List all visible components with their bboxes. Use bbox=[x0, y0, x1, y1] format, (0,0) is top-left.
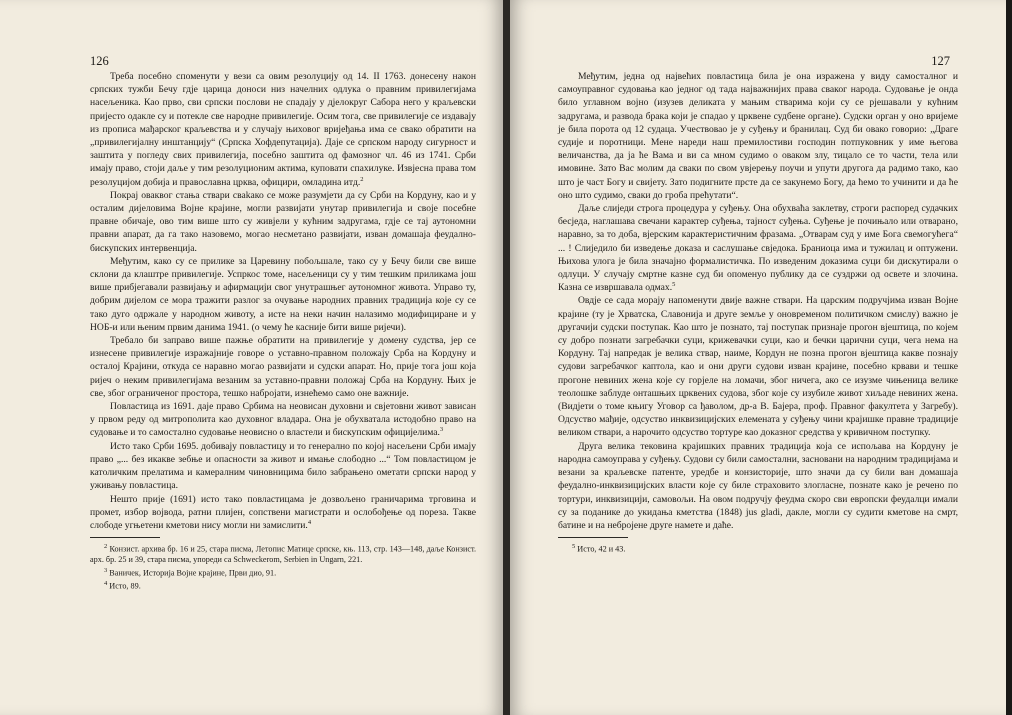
footnote-ref: 2 bbox=[360, 175, 364, 183]
paragraph-text: Нешто прије (1691) исто тако повластицама је дозвољено граничарима трговина и промет, избор војвода, ратни плијен, сопствени магистрати и ослобођење од пореза. Такве слободе угњетени кметови нису могли ни замислити. bbox=[90, 493, 476, 531]
paragraph: Исто тако Срби 1695. добивају повластицу и то генерално по којој насељени Срби имају право „... без икакве зебње и опасности за живот и имање слободно ...“ Том повластицом је католичким прелатима и камералним чиновницима било забрањено ометати српски народ у уживању повластица. bbox=[90, 440, 476, 492]
footnote: $^4$ Исто, 89. bbox=[104, 580, 141, 592]
footnote-divider bbox=[90, 537, 160, 538]
paragraph bbox=[90, 400, 476, 440]
paragraph: Овдје се сада морају напоменути двије важне ствари. На царским подручјима изван Војне крајине (ту је Хрватска, Славонија и друге земље у оновременом политичком смислу) важно је другачији судски поступак. Као што је познато, тај поступак признаје прогон вјештица, по којем су добро познати загребачки суци, крижевачки суци, као и бечки царични суци, чега нема на Кордуну. Тај напредак је велика ствар, наиме, Кордун не позна прогон вјештица какве познају судови загребачког каптола, као и они други судови изван крајине, посебно крвави и тешке прогоне невиних жена које су горјеле на ломачи, због ничега, ако се изузме чињеница велике теолошке заблуде онташњих црквених судова, због које су изубиле живот хиљаде невиних жена. (Видјети о томе књигу Уговор са ђаволом, др-а В. Бајера, проф. Правног факултета у Загребу). Одсуство мађије, одсуство инквизицијских елемената у суђењу чини крајишке правне традиције великом ствари, а нарочито одсуство тортуре као доказног средства у кривичном поступку. bbox=[558, 295, 958, 439]
footnote-ref: 4 bbox=[307, 518, 312, 526]
paragraph-text: Повластица из 1691. даје право Србима на неовисан духовни и свјетовни живот зависан у првом реду од митрополита као духовног владара. Она је обухватала истодобно право на судовање и то самостално судовање неовисно о властели и бискупским официјелима. bbox=[90, 401, 476, 439]
paragraph-text: Треба посебно споменути у вези са овим резолуцију од 14. II 1763. донесену након српских тужби Бечу гдје царица доноси низ начелних одлука о правним привилегијама насељеника. Као прво, сви српски послови не спадају у дјелокруг Сабора него у краљевски пријесто одакле су и потекле све народне привилегије. Осим тога, све привилегије се издавају из прописа мађарског краљевства и у случају њиховог вријеђања има се свако обратити на „привилегијалну инштанцију“ (Српска Хофдепутација). Даје се српском народу сигурност и заштита у погледу свих привилегија, посебно заштита од фамозног чл. 46 из 1741. Срби имају право, стоји даље у тим резолуционим актима, куповати спахилуке. Извјесна права том резолуцијом добија и православна црква, официри, омладина итд. bbox=[90, 71, 476, 188]
footnote: $^2$ Конзист. архива бр. 16 и 25, стара писма, Летопис Матице српске, књ. 113, стр. 143—148, даље Конзист. арх. бр. 25 и 39, стара писма, упореди са Schweckerom, Serbien in Ungarn, 221. bbox=[90, 543, 477, 565]
footnote: $^3$ Ваничек, Историја Војне крајине, Први дио, 91. bbox=[104, 567, 277, 578]
footnote-text: Ваничек, Историја Војне крајине, Први дио, 91. bbox=[109, 568, 277, 578]
paragraph bbox=[90, 493, 476, 533]
footnote-text: Исто, 42 и 43. bbox=[577, 544, 626, 554]
paragraph bbox=[558, 202, 958, 294]
footnote-text: Исто, 89. bbox=[109, 582, 141, 592]
paragraph: Требало би заправо више пажње обратити на привилегије у домену судства, јер се изнесене привилегије изражајније говоре о уставно-правном положају Срба на Кордуну и осталој Крајини, откуда се наравно могао развијати и судски апарат. Но, прије тога још која ријеч о неким привилегијама везаним за уставно-правни положај Срба на Кордуну. Њих је све, због ограниченог простора, тешко набројати, изнећемо само оне важније. bbox=[90, 335, 476, 399]
left-page-body bbox=[90, 70, 476, 593]
footnote-ref: 5 bbox=[672, 281, 676, 289]
footnote-ref: 3 bbox=[439, 426, 444, 434]
paragraph: Друга велика тековина крајишких правних традиција која се испољава на Кордуну је народна самоуправа у суђењу. Судови су били самостални, засновани на народним традицијама и везани за краљевске патенте, уредбе и конзисторије, што значи да су били ван домашаја феудално-инквизицијских власти које су биле страховито злогласне, познате како је речено по тортури, инквизицији, самовољи. На овом подручју феудма скоро сви европски феудалци имали су за поданике до укидања кметства (1848) jus gladi, дакле, могли су судити кметове на смрт, батине и на небројене друге намете и даће. bbox=[558, 440, 958, 531]
right-page-body bbox=[558, 70, 958, 555]
right-page bbox=[510, 0, 1006, 715]
footnote-divider bbox=[558, 537, 628, 538]
paragraph: Покрај оваквог стања ствари сваkако се може разумјети да су Срби на Кордуну, као и у осталим дијеловима Војне крајине, могли развијати унутар привилегија и своје посебне правне обичаје, ово тим више што су живјели у кућним задругама, гдје се тај аутономни правни апарат, да га тако назовемо, могао несметано развијати, изван домашаја феудално-бискупских интервенција. bbox=[90, 189, 476, 254]
footnote-text: Конзист. архива бр. 16 и 25, стара писма, Летопис Матице српске, књ. 113, стр. 143—148, даље Конзист. арх. бр. 25 и 39, стара писма, упореди са Schweckerom, Serbien in Ungarn, 221. bbox=[90, 544, 477, 565]
left-page bbox=[0, 0, 503, 715]
book-gutter bbox=[503, 0, 510, 715]
paragraph bbox=[90, 70, 476, 189]
paragraph: Међутим, једна од највећих повластица била је она изражена у виду самосталног и самоуправног судовања као једног од тада најважнијих права сваког народа. Судовање је онда било углавном војно (изузев деликата у мањим стварима који су се рјешавали у кућним задругама, и развода брака који је спадао у црквене судбене органе). Судски орган у оно вријеме је била порота од 12 судаца. Учествовао је у суђењу и бранилац. Суд би овако говорио: „Драге судије и поротници. Мене нареди наш премилостиви господин потпуковник у име његова величанства, да ја ће Вама и ви са мном судимо о оваком злу, тицало се то части, тела или имовине. Зато Вас молим да сваки по свом увјерењу поучи и упути другога да радимо тако, као што је част Богу и свијету. Зато подигните прсте да се закунемо Богу, да ћемо то учинити и да ће оно што судимо, сваки до гроба прећутати“. bbox=[558, 71, 958, 201]
page-number-right: 127 bbox=[931, 54, 950, 68]
paragraph: Међутим, како су се прилике за Царевину побољшале, тако су у Бечу били све више склони да клаштре привилегије. Успркос томе, насељеници су у тим тешким приликама још више прибјегавали развијању и афирмацији свог унутрашњег аутономног живота. Управо ту, добрим дијелом се мора тражити разлог за очување народних правних традиција које су се тако дуго одржале у народном животу, а исте на неки начин налазимо модифициране и у НОБ-и или њеним првим данима 1941. (о чему ће касније бити више ријечи). bbox=[90, 255, 476, 333]
footnote: $^5$ Исто, 42 и 43. bbox=[572, 543, 626, 554]
page-number-left: 126 bbox=[90, 54, 109, 68]
paragraph-text: Даље слиједи строга процедура у суђењу. Она обухваћа заклетву, строги распоред судачких бесједа, наглашава свечани карактер суђења, тајност суђења. Суђење је почињало или отварано, наравно, за то доба, вјерским карактеристичним фразама. „Отварам суд у име Бога свемогућега“ ... ! Слиједило би изведење доказа и саслушање свједока. Браниоца има и тужилац и оптужени. Њихова улога је била значајно формалистичка. По изведеним доказима суци би дискутирали о одлуци. У случају смртне казне суд би опоменуо публику да се суздржи од освете и злочина. Казна се извршавала одмах. bbox=[558, 203, 958, 294]
